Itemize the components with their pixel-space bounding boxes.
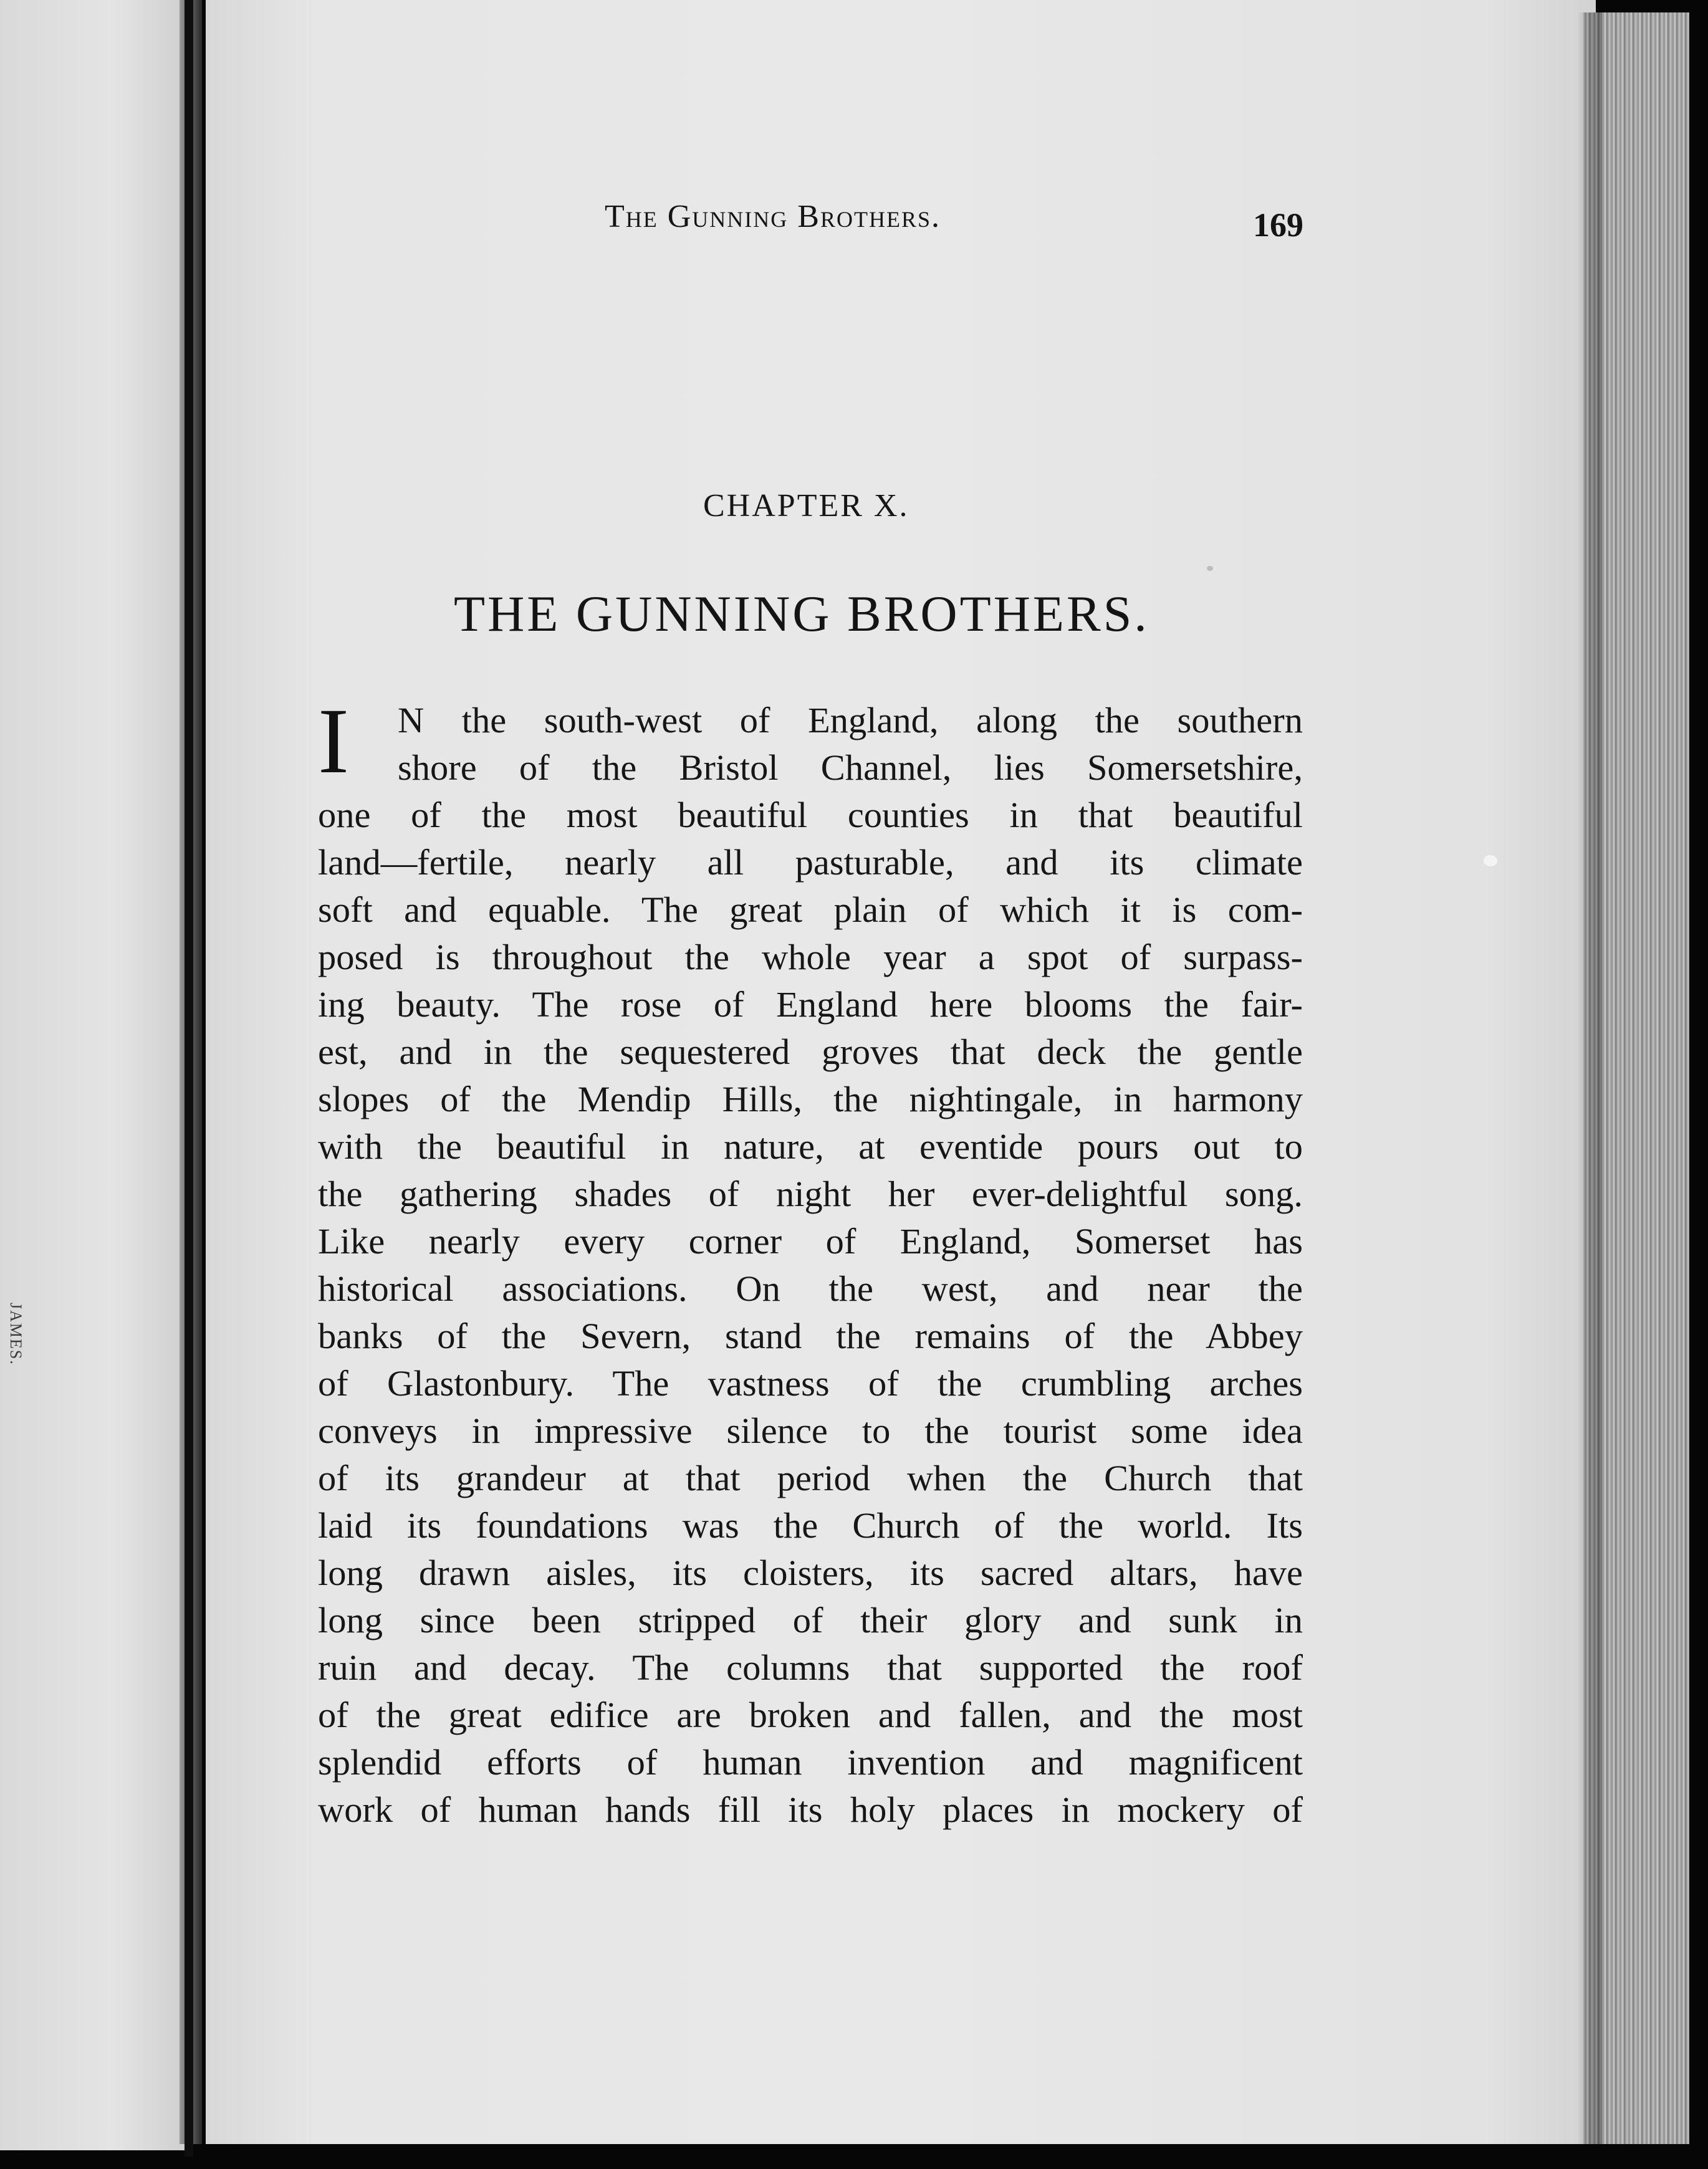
book-spine [185,0,193,2157]
paper-speck [1207,566,1213,571]
text-line: of its grandeur at that period when the Church that [318,1458,1303,1498]
text-line: conveys in impressive silence to the tourist some idea [318,1410,1303,1451]
text-line: long since been stripped of their glory and sunk in [318,1600,1303,1640]
text-line: laid its foundations was the Church of the world. Its [318,1505,1303,1546]
text-line: of Glastonbury. The vastness of the crumbling arches [318,1363,1303,1404]
text-line: N the south-west of England, along the southern [398,700,1303,740]
chapter-body-text [318,689,1303,1834]
chapter-title: THE GUNNING BROTHERS. [454,585,1149,642]
text-line: shore of the Bristol Channel, lies Somersetshire, [398,747,1303,788]
drop-cap: I [318,689,349,793]
page-edge-shadow [1577,12,1602,2144]
text-line: long drawn aisles, its cloisters, its sacred altars, have [318,1553,1303,1593]
margin-note: JAMES. [7,1303,25,1366]
text-line: Like nearly every corner of England, Somerset has [318,1221,1303,1262]
running-head: The Gunning Brothers. [605,199,941,234]
text-line: posed is throughout the whole year a spot of surpass- [318,937,1303,977]
text-line: one of the most beautiful counties in that beautiful [318,795,1303,835]
text-line: historical associations. On the west, and near the [318,1268,1303,1309]
text-line: with the beautiful in nature, at eventide pours out to [318,1126,1303,1167]
text-line: land—fertile, nearly all pasturable, and its climate [318,842,1303,883]
previous-page-edge [0,0,187,2150]
text-line: banks of the Severn, stand the remains of the Abbey [318,1316,1303,1356]
text-line: work of human hands fill its holy places in mockery of [318,1789,1303,1830]
text-line: est, and in the sequestered groves that deck the gentle [318,1032,1303,1072]
text-line: ruin and decay. The columns that supported the roof [318,1647,1303,1688]
text-line: of the great edifice are broken and fallen, and the most [318,1695,1303,1735]
paper-speck [1484,855,1497,866]
chapter-label: CHAPTER X. [703,488,909,524]
text-line: soft and equable. The great plain of which it is com- [318,889,1303,930]
text-line: ing beauty. The rose of England here blooms the fair- [318,984,1303,1025]
text-line: the gathering shades of night her ever-delightful song. [318,1174,1303,1214]
text-line: slopes of the Mendip Hills, the nightingale, in harmony [318,1079,1303,1119]
text-line: splendid efforts of human invention and magnificent [318,1742,1303,1783]
page-number: 169 [1253,206,1303,244]
